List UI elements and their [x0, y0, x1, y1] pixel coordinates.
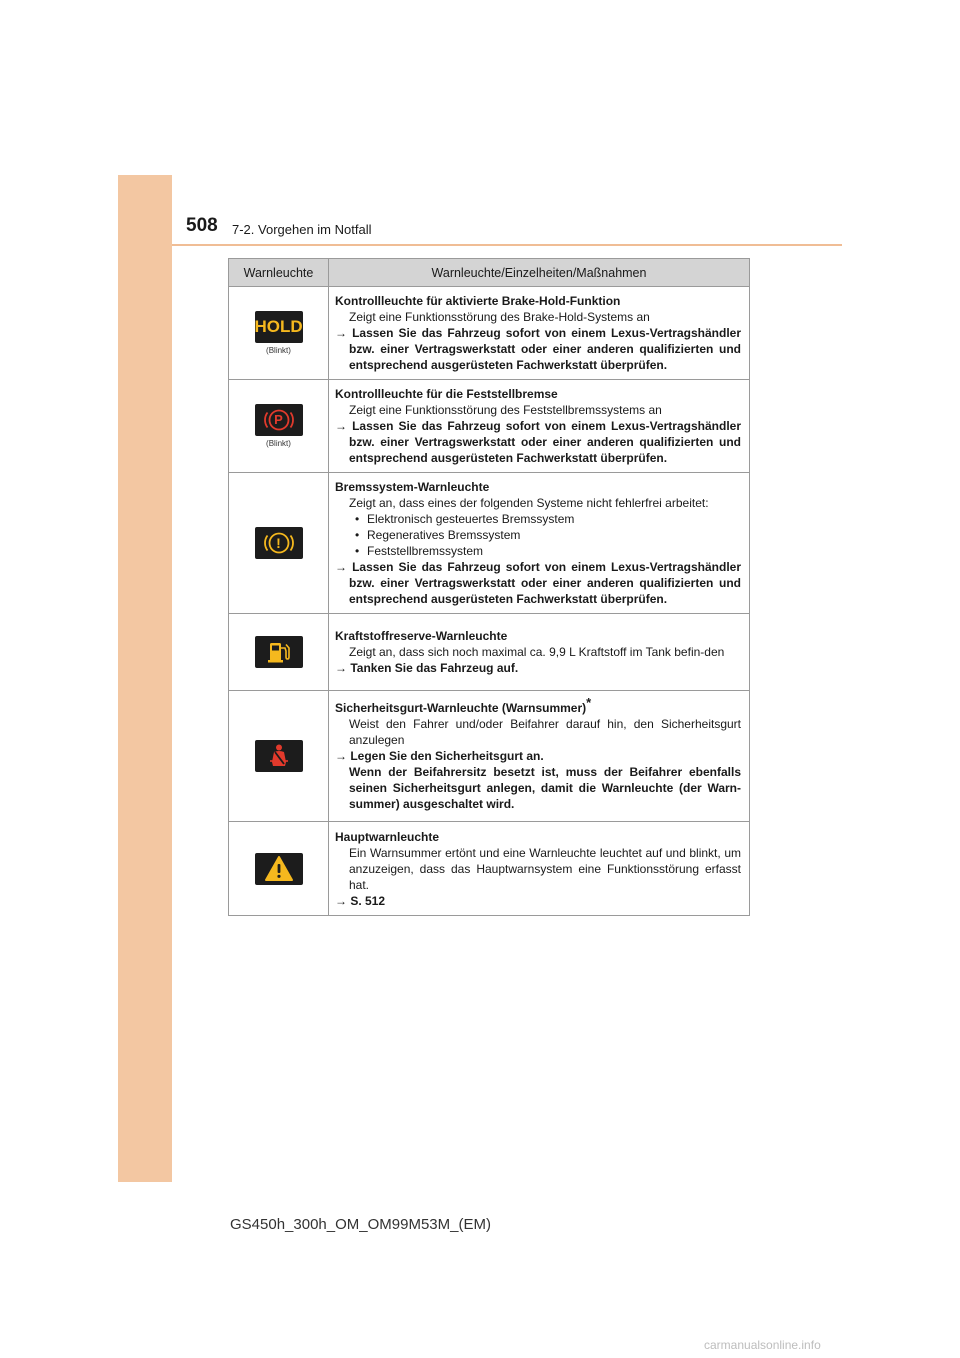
- row-action: → Legen Sie den Sicherheitsgurt an.: [335, 749, 544, 763]
- details-cell: [329, 473, 750, 614]
- details-cell: [329, 614, 750, 691]
- seatbelt-icon: [255, 740, 303, 772]
- system-list: [335, 511, 741, 559]
- section-title: 7-2. Vorgehen im Notfall: [232, 222, 372, 237]
- icon-cell: [229, 287, 329, 380]
- details-cell: [329, 822, 750, 916]
- row-title: Hauptwarnleuchte: [335, 829, 440, 844]
- warning-lights-table: [228, 258, 750, 916]
- master-warning-icon: [255, 853, 303, 885]
- list-item: • Regeneratives Bremssystem: [355, 527, 741, 543]
- row-action: → Tanken Sie das Fahrzeug auf.: [335, 661, 519, 675]
- column-header-details: Warnleuchte/Einzelheiten/Maßnahmen: [329, 259, 750, 287]
- row-description: Ein Warnsummer ertönt und eine Warnleuchte leuchtet auf und blinkt, um anzuzeigen, dass das Hauptwarnsystem eine Funktionsstörung erfasst hat.: [349, 845, 741, 892]
- row-description: Weist den Fahrer und/oder Beifahrer darauf hin, den Sicherheitsgurt anzulegen: [349, 717, 741, 747]
- fuel-pump-icon: [255, 636, 303, 668]
- table-row: [229, 287, 750, 380]
- column-header-light: Warnleuchte: [229, 259, 329, 287]
- row-action: → Lassen Sie das Fahrzeug sofort von einem Lexus-Vertragshändler bzw. einer Vertragswerkstatt oder einer anderen qualifizierten und entsprechend ausgerüsteten Fachwerkstatt überprüfen.: [335, 419, 741, 465]
- hold-icon: [255, 311, 303, 343]
- row-note: Wenn der Beifahrersitz besetzt ist, muss der Beifahrer ebenfalls seinen Sicherheitsgurt anlegen, damit die Warnleuchte (der Warn-summer) ausgeschaltet wird.: [349, 765, 741, 811]
- table-row: [229, 822, 750, 916]
- master-warning-symbol: [255, 853, 303, 885]
- row-action: → Lassen Sie das Fahrzeug sofort von einem Lexus-Vertragshändler bzw. einer Vertragswerkstatt oder einer anderen qualifizierten und entsprechend ausgerüsteten Fachwerkstatt überprüfen.: [335, 326, 741, 372]
- icon-cell: [229, 691, 329, 822]
- brake-warning-mark: !: [276, 535, 281, 551]
- document-id: GS450h_300h_OM_OM99M53M_(EM): [230, 1216, 491, 1233]
- row-description: Zeigt an, dass eines der folgenden Systeme nicht fehlerfrei arbeitet:: [349, 496, 709, 510]
- row-description: Zeigt eine Funktionsstörung des Feststellbremssystems an: [349, 403, 662, 417]
- row-action: → Lassen Sie das Fahrzeug sofort von einem Lexus-Vertragshändler bzw. einer Vertragswerkstatt oder einer anderen qualifizierten und entsprechend ausgerüsteten Fachwerkstatt überprüfen.: [335, 560, 741, 606]
- icon-cell: [229, 380, 329, 473]
- parking-brake-icon: [255, 404, 303, 436]
- watermark: carmanualsonline.info: [704, 1338, 821, 1352]
- row-title: Kraftstoffreserve-Warnleuchte: [335, 629, 508, 643]
- table-row: [229, 473, 750, 614]
- table-header-row: [229, 259, 750, 287]
- row-description: Zeigt eine Funktionsstörung des Brake-Hold-Systems an: [349, 310, 650, 324]
- row-title: Bremssystem-Warnleuchte: [335, 480, 490, 494]
- table-row: [229, 614, 750, 691]
- details-cell: [329, 691, 750, 822]
- parking-brake-letter: P: [274, 411, 283, 427]
- table-row: [229, 380, 750, 473]
- row-title-text: Sicherheitsgurt-Warnleuchte (Warnsummer): [335, 701, 587, 715]
- blink-caption: (Blinkt): [266, 438, 291, 448]
- hold-icon-text: HOLD: [254, 316, 303, 336]
- row-title: Kontrollleuchte für die Feststellbremse: [335, 387, 558, 401]
- list-item: • Feststellbremssystem: [355, 543, 741, 559]
- brake-warning-icon: [255, 527, 303, 559]
- blink-caption: (Blinkt): [266, 345, 291, 355]
- row-description: Zeigt an, dass sich noch maximal ca. 9,9 L Kraftstoff im Tank befin-den: [349, 645, 725, 659]
- list-item: • Elektronisch gesteuertes Bremssystem: [355, 511, 741, 527]
- seatbelt-symbol: [255, 740, 303, 772]
- header-divider: [172, 244, 842, 246]
- icon-cell: [229, 473, 329, 614]
- footnote-mark: *: [586, 695, 592, 710]
- icon-cell: [229, 822, 329, 916]
- fuel-pump-symbol: [255, 636, 303, 668]
- table-row: [229, 691, 750, 822]
- chapter-side-tab: [118, 175, 172, 1182]
- details-cell: [329, 287, 750, 380]
- row-title: [335, 695, 741, 716]
- row-title: Kontrollleuchte für aktivierte Brake-Hold-Funktion: [335, 294, 621, 308]
- page-reference: → S. 512: [335, 893, 386, 908]
- icon-cell: [229, 614, 329, 691]
- details-cell: [329, 380, 750, 473]
- page-number: 508: [186, 215, 218, 236]
